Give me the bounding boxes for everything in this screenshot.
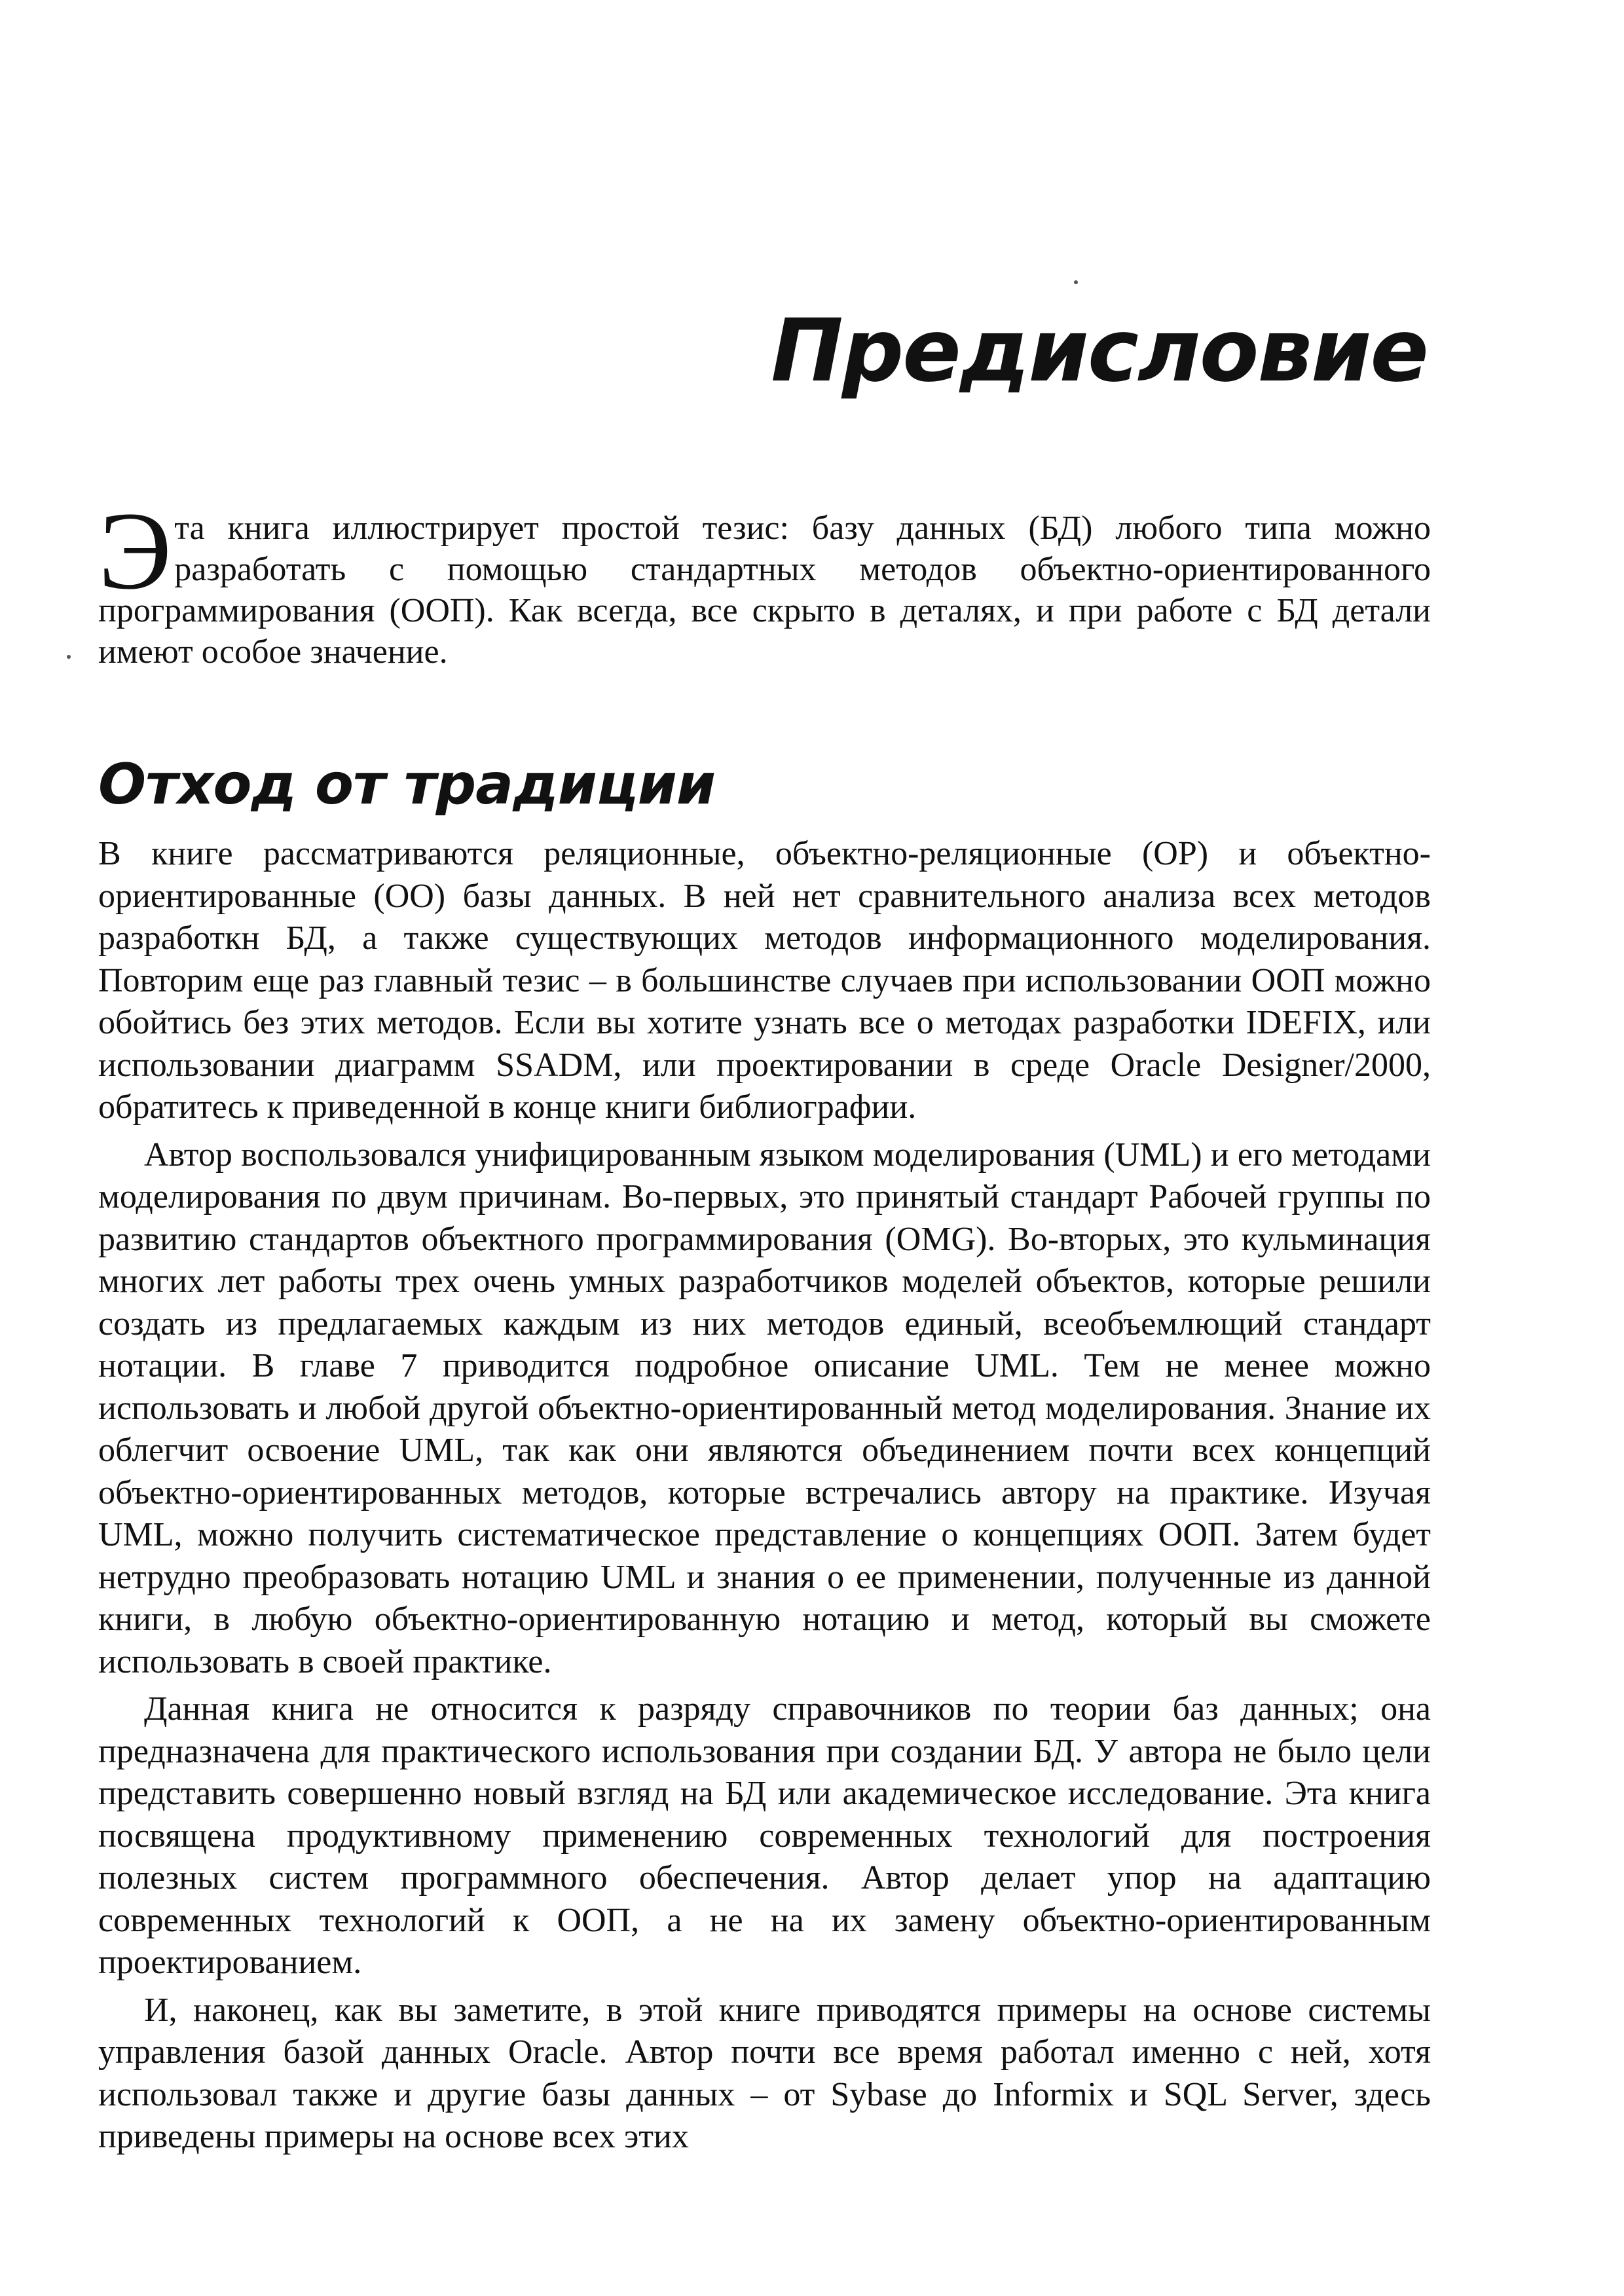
intro-paragraph [98,489,1431,673]
chapter-title: Предисловие [771,301,1428,401]
scan-speck [1074,280,1078,284]
body-paragraph: И, наконец, как вы заметите, в этой книге приводятся примеры на основе системы управления базой данных Oracle. Автор почти все время работал именно с ней, хотя использовал также и другие базы данных – от Sybase до Informix и SQL Server, здесь приведены примеры на основе всех этих [98,1991,1431,2155]
scan-speck [67,655,71,659]
body-paragraph: Автор воспользовался унифицированным языком моделирования (UML) и его методами моделирования по двум причинам. Во-первых, это принятый стандарт Рабочей группы по развитию стандартов объектного программирования (OMG). Во-вторых, это кульминация многих лет работы трех очень умных разработчиков моделей объектов, которые решили создать из предлагаемых каждым из них методов единый, всеобъемлющий стандарт нотации. В главе 7 приводится подробное описание UML. Тем не менее можно использовать и любой другой объектно-ориентированный метод моделирования. Знание их облегчит освоение UML, так как они являются объединением почти всех концепций объектно-ориентированных методов, которые встречались автору на практике. Изучая UML, можно получить систематическое представление о концепциях ООП. Затем будет нетрудно преобразовать нотацию UML и знания о ее применении, полученные из данной книги, в любую объектно-ориентированную нотацию и метод, который вы сможете использовать в своей практике. [98,1136,1431,1680]
section-title: Отход от традиции [98,752,716,817]
body-paragraph: В книге рассматриваются реляционные, объектно-реляционные (ОР) и объектно-ориентированные (ОО) базы данных. В ней нет сравнительного анализа всех методов разработкн БД, а также существующих методов информационного моделирования. Повторим еще раз главный тезис – в большинстве случаев при использовании ООП можно обойтись без этих методов. Если вы хотите узнать все о методах разработки IDEFIX, или использовании диаграмм SSADM, или проектировании в среде Oracle Designer/2000, обратитесь к приведенной в конце книги библиографии. [98,835,1431,1126]
intro-text: та книга иллюстрирует простой тезис: базу данных (БД) любого типа можно разработать с помощью стандартных методов объектно-ориентированного программирования (ООП). Как всегда, все скрыто в деталях, и при работе с БД детали имеют особое значение. [98,509,1431,671]
section-body [98,833,1431,2158]
body-paragraph: Данная книга не относится к разряду справочников по теории баз данных; она предназначена для практического использования при создании БД. У автора не было цели представить совершенно новый взгляд на БД или академическое исследование. Эта книга посвящена продуктивному применению современных технологий для построения полезных систем программного обеспечения. Автор делает упор на адаптацию современных технологий к ООП, а не на их замену объектно-ориентированным проектированием. [98,1690,1431,1981]
drop-cap: Э [98,489,172,612]
